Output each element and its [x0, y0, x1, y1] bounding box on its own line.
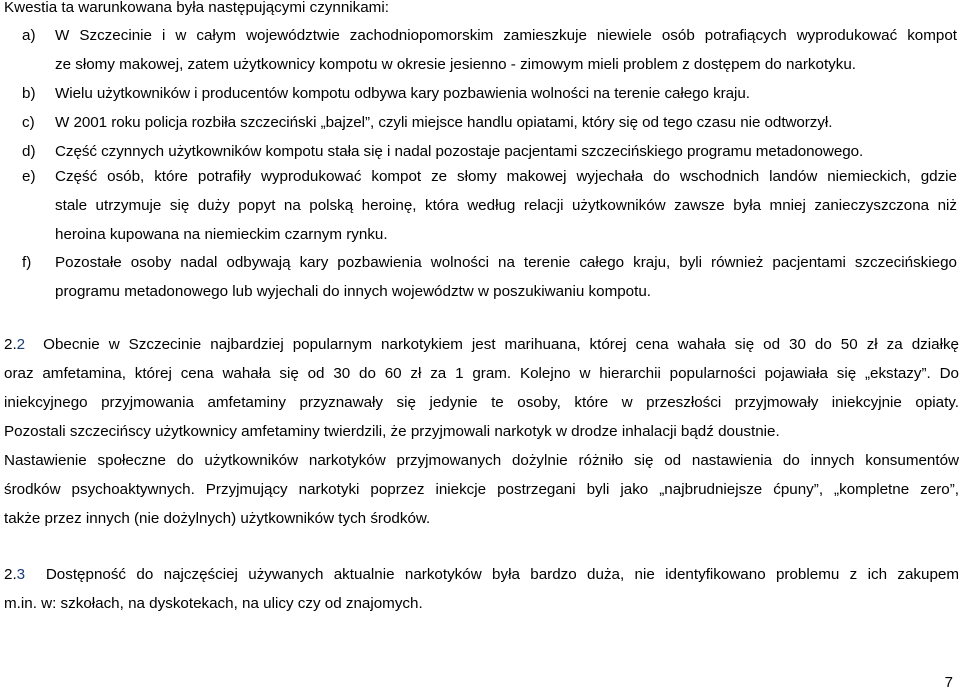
- text-line: także przez innych (nie dożylnych) użytkowników tych środków.: [4, 510, 431, 527]
- text-line: ze słomy makowej, zatem użytkownicy kompotu w okresie jesienno - zimowym mieli problem z dostępem do narkotyku.: [55, 56, 857, 73]
- text-line: m.in. w: szkołach, na dyskotekach, na ulicy czy od znajomych.: [4, 595, 423, 612]
- list-item-f: [4, 248, 957, 306]
- list-item-c: [4, 108, 957, 137]
- intro-heading: Kwestia ta warunkowana była następującymi czynnikami:: [4, 0, 389, 16]
- text-line: Pozostałe osoby nadal odbywają kary pozbawienia wolności na terenie całego kraju, byli również pacjentami szczecińskiego: [55, 254, 957, 271]
- text-line: programu metadonowego lub wyjechali do innych województw w poszukiwaniu kompotu.: [55, 283, 652, 300]
- list-item-text: [55, 79, 957, 108]
- list-marker: d): [22, 143, 36, 160]
- text-line: 2.2 Obecnie w Szczecinie najbardziej popularnym narkotykiem jest marihuana, której cena wahała się od 30 do 50 zł za działkę: [4, 336, 959, 353]
- text-line: Część osób, które potrafiły wyprodukować kompot ze słomy makowej wyjechała do wschodnich landów niemieckich, gdzie: [55, 168, 957, 185]
- text-line: W 2001 roku policja rozbiła szczeciński „bajzel”, czyli miejsce handlu opiatami, który się od tego czasu nie odtworzył.: [55, 114, 833, 131]
- list-item-text: [55, 108, 957, 137]
- section-number: 2.3: [4, 566, 26, 583]
- section-number: 2.2: [4, 336, 26, 353]
- text-line: oraz amfetamina, której cena wahała się od 30 do 60 zł za 1 gram. Kolejno w hierarchii popularności pojawiała się „ekstazy”. Do: [4, 365, 959, 382]
- list-marker: e): [22, 168, 36, 185]
- text-line: W Szczecinie i w całym województwie zachodniopomorskim zamieszkuje niewiele osób potrafiących wyprodukować kompot: [55, 27, 957, 44]
- list-item-text: [55, 21, 957, 79]
- text-line: iniekcyjnego przyjmowania amfetaminy przyznawały się jedynie te osoby, które w przeszłości przyjmowały iniekcyjnie opiaty.: [4, 394, 959, 411]
- text-line: stale utrzymuje się duży popyt na polską heroinę, która według relacji użytkowników zawsze była mniej zanieczyszczona niż: [55, 197, 957, 214]
- list-marker: c): [22, 114, 35, 131]
- text-line: Pozostali szczecińscy użytkownicy amfetaminy twierdzili, że przyjmowali narkotyk w drodze inhalacji bądź doustnie.: [4, 423, 780, 440]
- text-line: 2.3 Dostępność do najczęściej używanych aktualnie narkotyków była bardzo duża, nie identyfikowano problemu z ich zakupem: [4, 566, 959, 583]
- list-item-b: [4, 79, 957, 108]
- list-item-text: [55, 248, 957, 306]
- list-marker: b): [22, 85, 36, 102]
- section-2-3: [4, 560, 959, 618]
- text-line: środków psychoaktywnych. Przyjmujący narkotyki poprzez iniekcje postrzegani byli jako „najbrudniejsze ćpuny”, „kompletne zero”,: [4, 481, 959, 498]
- list-marker: a): [22, 27, 36, 44]
- list-item-e: [4, 162, 957, 249]
- section-2-2: [4, 330, 959, 533]
- page-number: 7: [944, 674, 953, 691]
- text-line: heroina kupowana na niemieckim czarnym rynku.: [55, 226, 388, 243]
- list-marker: f): [22, 254, 32, 271]
- list-item-text: [55, 162, 957, 249]
- text-line: Wielu użytkowników i producentów kompotu odbywa kary pozbawienia wolności na terenie całego kraju.: [55, 85, 750, 102]
- text-line: Nastawienie społeczne do użytkowników narkotyków przyjmowanych dożylnie różniło się od nastawienia do innych konsumentów: [4, 452, 959, 469]
- text-line: Część czynnych użytkowników kompotu stała się i nadal pozostaje pacjentami szczecińskiego programu metadonowego.: [55, 143, 864, 160]
- list-item-a: [4, 21, 957, 79]
